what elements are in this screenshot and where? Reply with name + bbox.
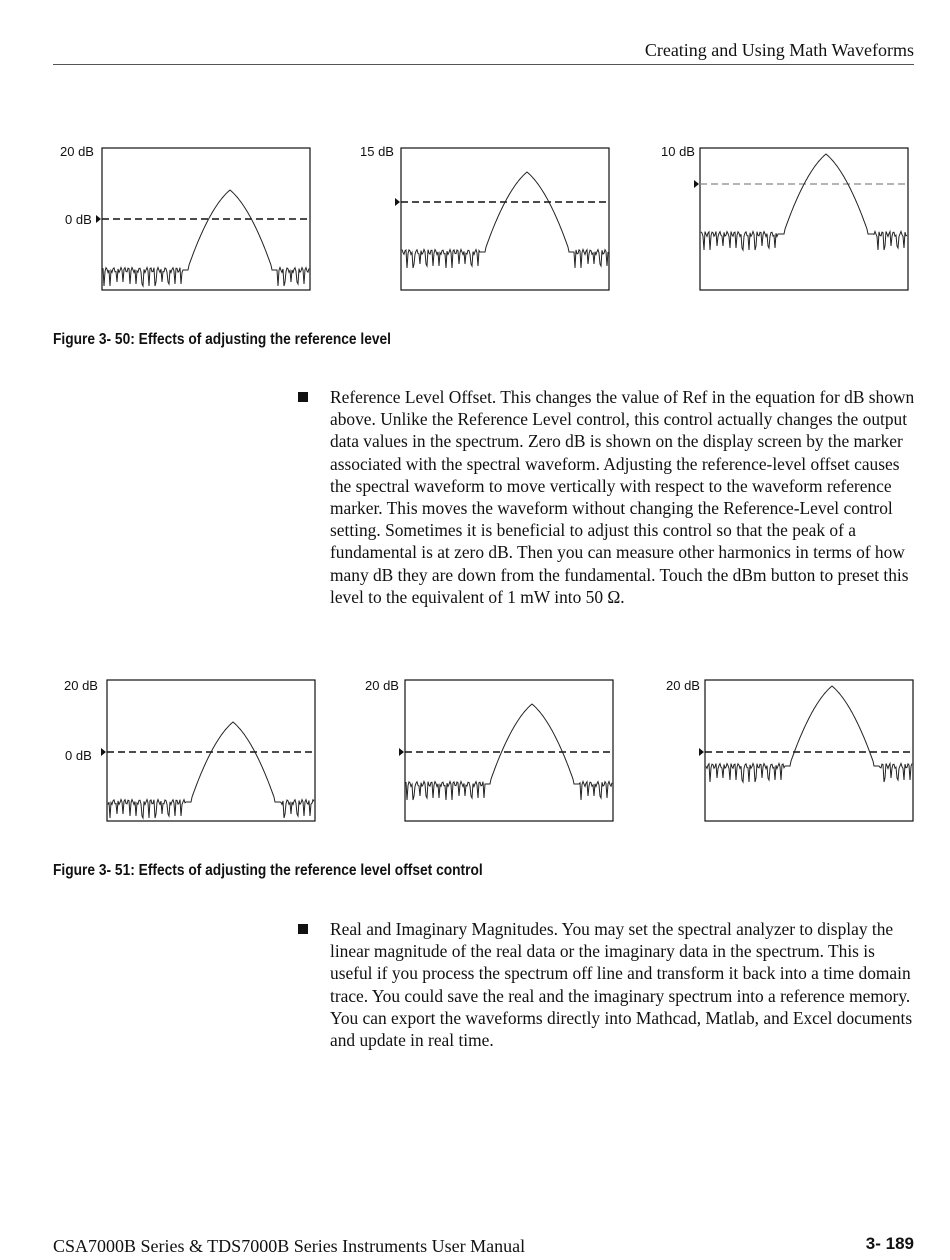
panel-frame bbox=[405, 680, 613, 821]
panel-frame bbox=[401, 148, 609, 290]
figure-caption: Figure 3- 51: Effects of adjusting the reference level offset control bbox=[53, 862, 483, 879]
panel-2 bbox=[360, 144, 609, 290]
panel-top-label: 15 dB bbox=[360, 144, 394, 159]
footer-manual-title: CSA7000B Series & TDS7000B Series Instruments User Manual bbox=[53, 1236, 526, 1256]
spectrum-trace bbox=[706, 686, 912, 782]
bullet-item bbox=[298, 386, 918, 608]
reference-marker bbox=[101, 748, 106, 756]
panel-2 bbox=[365, 678, 613, 821]
bullet-square-icon bbox=[298, 392, 308, 402]
panel-frame bbox=[107, 680, 315, 821]
bullet-square-icon bbox=[298, 924, 308, 934]
bullet-item bbox=[298, 918, 918, 1051]
panel-frame bbox=[705, 680, 913, 821]
panel-frame bbox=[700, 148, 908, 290]
bullet-text: Real and Imaginary Magnitudes. You may set the spectral analyzer to display the linear magnitude of the real data or the imaginary data in the spectrum. This is useful if you process the spectrum off line and transform it back into a time domain trace. You could save the real and the imaginary spectrum into a reference memory. You can export the waveforms directly into Mathcad, Matlab, and Excel documents and update in real time. bbox=[330, 919, 913, 1051]
header-rule bbox=[53, 64, 914, 65]
reference-marker bbox=[399, 748, 404, 756]
panel-top-label: 20 dB bbox=[666, 678, 700, 693]
reference-marker bbox=[699, 748, 704, 756]
panel-ref-label: 0 dB bbox=[65, 212, 92, 227]
spectrum-trace bbox=[108, 722, 314, 818]
panel-top-label: 20 dB bbox=[365, 678, 399, 693]
panel-top-label: 10 dB bbox=[661, 144, 695, 159]
figure-3-51 bbox=[0, 672, 950, 832]
spectrum-trace bbox=[701, 154, 907, 250]
figure-3-50-graphic bbox=[0, 140, 950, 300]
panel-1 bbox=[64, 678, 315, 821]
panel-ref-label: 0 dB bbox=[65, 748, 92, 763]
bullet-text: Reference Level Offset. This changes the value of Ref in the equation for dB shown above. Unlike the Reference Level control, this control actually changes the output data values in the spectrum. Zero dB is shown on the display screen by the marker associated with the spectral waveform. Adjusting the reference-level offset causes the spectral waveform to move vertically with respect to the waveform reference marker. This moves the waveform without changing the Reference-Level control setting. Sometimes it is beneficial to adjust this control so that the peak of a fundamental is at zero dB. Then you can measure other harmonics in terms of how many dB they are down from the fundamental. Touch the dBm button to preset this level to the equivalent of 1 mW into 50 Ω. bbox=[330, 387, 915, 607]
reference-marker bbox=[395, 198, 400, 206]
running-header: Creating and Using Math Waveforms bbox=[644, 40, 914, 60]
panel-top-label: 20 dB bbox=[64, 678, 98, 693]
reference-marker bbox=[694, 180, 699, 188]
footer-page-number: 3- 189 bbox=[865, 1234, 914, 1253]
spectrum-trace bbox=[103, 190, 309, 286]
figure-3-50 bbox=[0, 140, 950, 300]
figure-3-51-graphic bbox=[0, 672, 950, 832]
reference-marker bbox=[96, 215, 101, 223]
panel-top-label: 20 dB bbox=[60, 144, 94, 159]
panel-3 bbox=[666, 678, 913, 821]
panel-3 bbox=[661, 144, 908, 290]
figure-caption: Figure 3- 50: Effects of adjusting the reference level bbox=[53, 331, 391, 348]
panel-1 bbox=[60, 144, 310, 290]
spectrum-trace bbox=[402, 172, 608, 268]
